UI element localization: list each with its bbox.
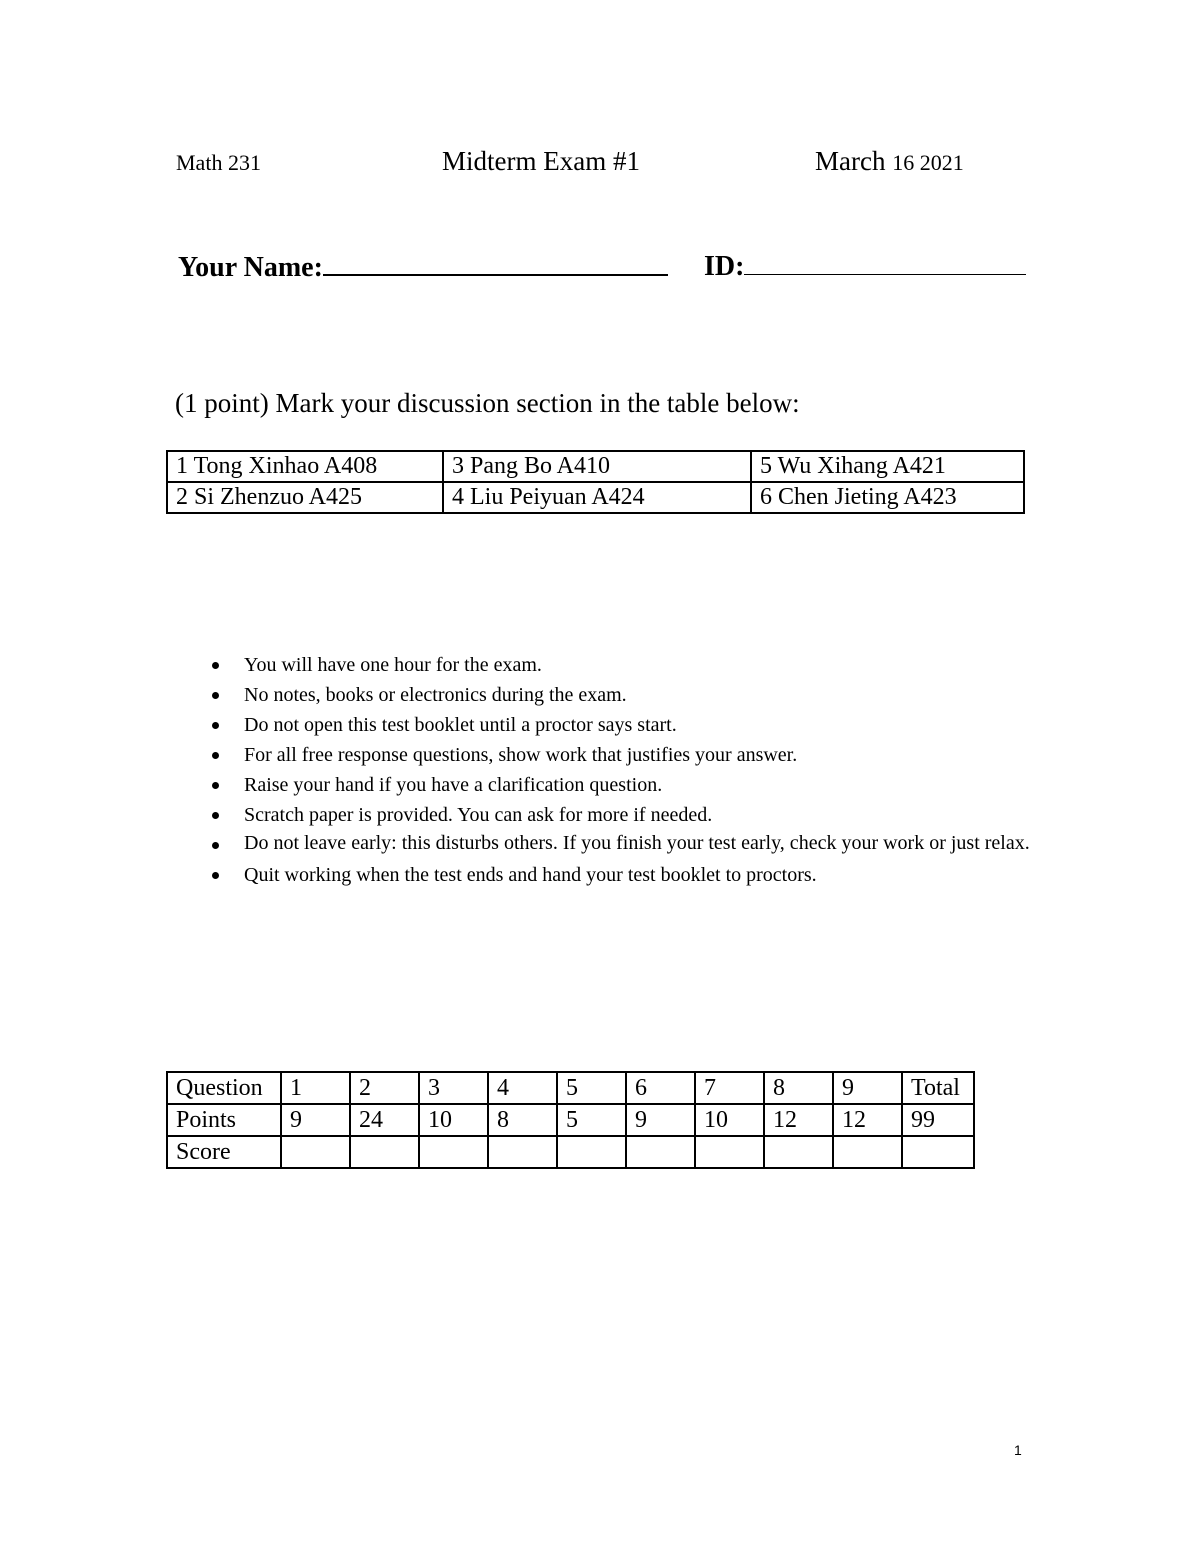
list-item bbox=[212, 710, 1032, 740]
list-item bbox=[212, 740, 1032, 770]
bullet-icon bbox=[212, 752, 219, 759]
score-total-cell[interactable] bbox=[902, 1136, 974, 1168]
question-number: 8 bbox=[764, 1072, 833, 1104]
rule-text: Do not open this test booklet until a proctor says start. bbox=[244, 714, 677, 736]
list-item bbox=[212, 650, 1032, 680]
course-name: Math 231 bbox=[176, 150, 261, 175]
bullet-icon bbox=[212, 692, 219, 699]
section-cell[interactable]: 4 Liu Peiyuan A424 bbox=[443, 482, 751, 513]
bullet-icon bbox=[212, 842, 219, 849]
points-value: 10 bbox=[695, 1104, 764, 1136]
list-item bbox=[212, 800, 1032, 830]
list-item bbox=[212, 830, 1032, 860]
score-cell[interactable] bbox=[833, 1136, 902, 1168]
exam-date-day-year: 16 2021 bbox=[892, 150, 964, 175]
score-cell[interactable] bbox=[764, 1136, 833, 1168]
id-label: ID: bbox=[704, 251, 745, 282]
points-value: 9 bbox=[626, 1104, 695, 1136]
id-blank[interactable] bbox=[744, 248, 1026, 275]
question-number: 4 bbox=[488, 1072, 557, 1104]
section-cell[interactable]: 1 Tong Xinhao A408 bbox=[167, 451, 443, 482]
list-item bbox=[212, 770, 1032, 800]
question-number: 6 bbox=[626, 1072, 695, 1104]
points-value: 5 bbox=[557, 1104, 626, 1136]
question-number: 9 bbox=[833, 1072, 902, 1104]
section-cell[interactable]: 3 Pang Bo A410 bbox=[443, 451, 751, 482]
question-number: 1 bbox=[281, 1072, 350, 1104]
score-cell[interactable] bbox=[695, 1136, 764, 1168]
question-number: 3 bbox=[419, 1072, 488, 1104]
section-cell[interactable]: 2 Si Zhenzuo A425 bbox=[167, 482, 443, 513]
exam-date-month: March bbox=[815, 146, 886, 176]
total-header: Total bbox=[902, 1072, 974, 1104]
name-field bbox=[178, 248, 668, 284]
rule-text: Do not leave early: this disturbs others. If you finish your test early, check your work or just relax. bbox=[244, 832, 1030, 854]
points-value: 10 bbox=[419, 1104, 488, 1136]
question-header: Question bbox=[167, 1072, 281, 1104]
rule-text: Quit working when the test ends and hand your test booklet to proctors. bbox=[244, 864, 817, 886]
bullet-icon bbox=[212, 872, 219, 879]
question-number: 2 bbox=[350, 1072, 419, 1104]
points-value: 9 bbox=[281, 1104, 350, 1136]
table-row bbox=[167, 1072, 974, 1104]
bullet-icon bbox=[212, 782, 219, 789]
discussion-section-table bbox=[166, 450, 1025, 514]
list-item bbox=[212, 860, 1032, 890]
table-row bbox=[167, 1136, 974, 1168]
rule-text: For all free response questions, show work that justifies your answer. bbox=[244, 744, 798, 766]
score-cell[interactable] bbox=[626, 1136, 695, 1168]
score-cell[interactable] bbox=[419, 1136, 488, 1168]
section-instruction: (1 point) Mark your discussion section in the table below: bbox=[175, 388, 800, 418]
question-number: 7 bbox=[695, 1072, 764, 1104]
points-value: 12 bbox=[833, 1104, 902, 1136]
rule-text: You will have one hour for the exam. bbox=[244, 654, 542, 676]
name-label: Your Name: bbox=[178, 252, 323, 283]
exam-title: Midterm Exam #1 bbox=[442, 146, 640, 176]
bullet-icon bbox=[212, 722, 219, 729]
score-header: Score bbox=[167, 1136, 281, 1168]
points-total: 99 bbox=[902, 1104, 974, 1136]
rule-text: Scratch paper is provided. You can ask for more if needed. bbox=[244, 804, 713, 826]
id-field bbox=[704, 248, 1026, 283]
name-blank[interactable] bbox=[323, 248, 668, 276]
list-item bbox=[212, 680, 1032, 710]
question-number: 5 bbox=[557, 1072, 626, 1104]
exam-rules-list bbox=[212, 650, 1032, 890]
bullet-icon bbox=[212, 662, 219, 669]
section-cell[interactable]: 6 Chen Jieting A423 bbox=[751, 482, 1024, 513]
rule-text: Raise your hand if you have a clarification question. bbox=[244, 774, 663, 796]
score-cell[interactable] bbox=[350, 1136, 419, 1168]
exam-date bbox=[815, 146, 964, 177]
rule-text: No notes, books or electronics during the exam. bbox=[244, 684, 627, 706]
table-row bbox=[167, 1104, 974, 1136]
score-cell[interactable] bbox=[557, 1136, 626, 1168]
points-value: 8 bbox=[488, 1104, 557, 1136]
score-cell[interactable] bbox=[281, 1136, 350, 1168]
table-row bbox=[167, 482, 1024, 513]
bullet-icon bbox=[212, 812, 219, 819]
section-cell[interactable]: 5 Wu Xihang A421 bbox=[751, 451, 1024, 482]
points-value: 12 bbox=[764, 1104, 833, 1136]
score-table bbox=[166, 1071, 975, 1169]
points-header: Points bbox=[167, 1104, 281, 1136]
points-value: 24 bbox=[350, 1104, 419, 1136]
score-cell[interactable] bbox=[488, 1136, 557, 1168]
table-row bbox=[167, 451, 1024, 482]
page-number: 1 bbox=[1014, 1442, 1022, 1458]
